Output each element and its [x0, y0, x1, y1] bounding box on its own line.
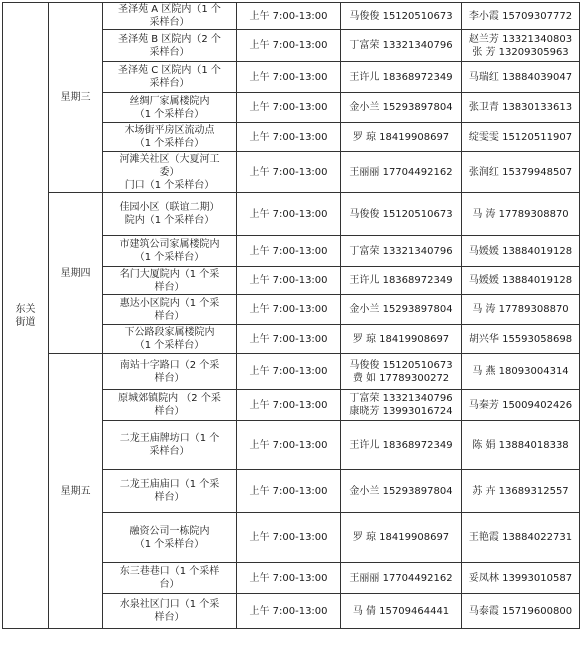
time-cell: 上午 7:00-13:00	[237, 470, 341, 513]
community-contact-line: 马 涛 17789308870	[472, 208, 569, 220]
staff-contact-cell	[341, 594, 462, 629]
community-contact-line: 王艳霞 13884022731	[468, 532, 573, 543]
staff-contact-line: 金小兰 15293897804	[349, 304, 453, 315]
time-cell: 上午 7:00-13:00	[237, 354, 341, 390]
sampling-location-line: 采样台）	[149, 78, 190, 89]
sampling-location-line: （1 个采样台）	[134, 538, 205, 550]
sampling-location-cell	[103, 123, 237, 152]
staff-contact-line: 王许儿 18368972349	[349, 275, 453, 286]
time-cell: 上午 7:00-13:00	[237, 563, 341, 594]
staff-contact-line: 马俊俊 15120510673	[349, 208, 453, 220]
community-contact-cell	[462, 563, 580, 594]
sampling-location-cell	[103, 421, 237, 470]
community-contact-cell	[462, 390, 580, 421]
time-cell: 上午 7:00-13:00	[237, 267, 341, 295]
time-cell: 上午 7:00-13:00	[237, 236, 341, 267]
sampling-location-cell	[103, 267, 237, 295]
sampling-location-line: 台）	[159, 579, 180, 590]
staff-contact-line: 金小兰 15293897804	[349, 102, 453, 113]
community-contact-line: 绽雯雯 15120511907	[468, 131, 573, 143]
community-contact-line: 马 燕 18093004314	[472, 366, 569, 377]
sampling-location-line: 水泉社区门口（1 个采	[119, 599, 220, 610]
community-contact-cell	[462, 62, 580, 93]
staff-contact-line: 王丽丽 17704492162	[349, 572, 453, 584]
community-contact-cell	[462, 267, 580, 295]
community-contact-cell	[462, 3, 580, 30]
sampling-location-line: （1 个采样台）	[134, 252, 205, 263]
sampling-location-cell	[103, 470, 237, 513]
time-cell: 上午 7:00-13:00	[237, 594, 341, 629]
time-cell: 上午 7:00-13:00	[237, 3, 341, 30]
sampling-location-cell	[103, 513, 237, 563]
staff-contact-cell	[341, 267, 462, 295]
community-contact-line: 赵兰芳 13321340803	[468, 33, 573, 45]
community-contact-cell	[462, 354, 580, 390]
staff-contact-cell	[341, 354, 462, 390]
weekday-cell: 星期四	[49, 193, 103, 354]
sampling-location-line: 南站十字路口（2 个采	[119, 359, 220, 371]
sampling-location-line: 样台）	[154, 372, 185, 384]
staff-contact-line: 丁富荣 13321340796	[349, 40, 453, 51]
sampling-location-cell	[103, 295, 237, 325]
street-name-cell	[3, 3, 49, 629]
staff-contact-cell	[341, 30, 462, 62]
community-contact-line: 李小霞 15709307772	[468, 10, 573, 22]
community-contact-cell	[462, 594, 580, 629]
staff-contact-line: 罗 琼 18419908697	[352, 333, 450, 345]
staff-contact-line: 马俊俊 15120510673	[349, 10, 453, 22]
sampling-location-line: 样台）	[154, 310, 185, 322]
staff-contact-line: 费 如 17789300272	[352, 372, 450, 384]
staff-contact-cell	[341, 62, 462, 93]
sampling-location-line: 二龙王庙牌坊口（1 个	[119, 433, 220, 444]
community-contact-line: 马秦芳 15009402426	[468, 399, 573, 411]
sampling-location-line: （1 个采样台）	[134, 340, 205, 351]
staff-contact-line: 金小兰 15293897804	[349, 485, 453, 497]
sampling-location-line: 市建筑公司家属楼院内	[119, 239, 220, 250]
time-cell: 上午 7:00-13:00	[237, 295, 341, 325]
sampling-location-line: 样台）	[154, 492, 185, 503]
time-cell: 上午 7:00-13:00	[237, 93, 341, 123]
community-contact-cell	[462, 470, 580, 513]
sampling-location-line: 院内（1 个采样台）	[124, 215, 215, 226]
sampling-location-cell	[103, 390, 237, 421]
community-contact-line: 妥凤林 13993010587	[468, 572, 573, 584]
community-contact-line: 陈 娟 13884018338	[472, 439, 569, 451]
staff-contact-line: 王许儿 18368972349	[349, 439, 453, 451]
sampling-location-line: 惠达小区院内（1 个采	[119, 297, 220, 309]
time-cell: 上午 7:00-13:00	[237, 152, 341, 193]
sampling-location-cell	[103, 563, 237, 594]
community-contact-line: 马媛媛 13884019128	[468, 245, 573, 257]
community-contact-line: 张润红 15379948507	[468, 166, 573, 178]
community-contact-cell	[462, 325, 580, 354]
staff-contact-line: 罗 琼 18419908697	[352, 532, 450, 543]
schedule-table	[2, 2, 580, 629]
sampling-location-line: 东三巷巷口（1 个采样	[119, 566, 220, 577]
sampling-location-line: 河滩关社区（大夏河工	[119, 153, 220, 165]
staff-contact-line: 康晓芳 13993016724	[349, 406, 453, 417]
time-cell: 上午 7:00-13:00	[237, 62, 341, 93]
staff-contact-cell	[341, 513, 462, 563]
community-contact-cell	[462, 295, 580, 325]
staff-contact-line: 马俊俊 15120510673	[349, 359, 453, 371]
sampling-location-line: 委）	[159, 166, 180, 178]
sampling-location-line: 圣泽苑 A 区院内（1 个	[118, 4, 221, 15]
community-contact-cell	[462, 93, 580, 123]
staff-contact-cell	[341, 93, 462, 123]
sampling-location-line: 二龙王庙庙口（1 个采	[119, 479, 220, 490]
staff-contact-cell	[341, 325, 462, 354]
staff-contact-cell	[341, 123, 462, 152]
sampling-location-line: 原城郊镇院内 （2 个采	[118, 393, 221, 404]
sampling-location-cell	[103, 325, 237, 354]
sampling-location-line: 采样台）	[149, 446, 190, 457]
staff-contact-cell	[341, 421, 462, 470]
street-name-line: 东关	[15, 303, 36, 315]
staff-contact-cell	[341, 390, 462, 421]
sampling-location-cell	[103, 152, 237, 193]
sampling-location-cell	[103, 594, 237, 629]
staff-contact-cell	[341, 236, 462, 267]
community-contact-line: 苏 卉 13689312557	[472, 485, 569, 497]
table-row	[3, 193, 580, 236]
time-cell: 上午 7:00-13:00	[237, 30, 341, 62]
community-contact-cell	[462, 421, 580, 470]
sampling-location-line: 样台）	[154, 406, 185, 417]
sampling-location-cell	[103, 193, 237, 236]
staff-contact-cell	[341, 193, 462, 236]
sampling-location-cell	[103, 62, 237, 93]
sampling-location-line: 融资公司一栋院内	[129, 525, 210, 537]
sampling-location-cell	[103, 93, 237, 123]
community-contact-cell	[462, 513, 580, 563]
community-contact-cell	[462, 193, 580, 236]
weekday-cell: 星期五	[49, 354, 103, 629]
time-cell: 上午 7:00-13:00	[237, 390, 341, 421]
sampling-location-cell	[103, 3, 237, 30]
sampling-location-cell	[103, 30, 237, 62]
time-cell: 上午 7:00-13:00	[237, 325, 341, 354]
staff-contact-line: 丁富荣 13321340796	[349, 393, 453, 404]
community-contact-cell	[462, 30, 580, 62]
staff-contact-cell	[341, 470, 462, 513]
time-cell: 上午 7:00-13:00	[237, 513, 341, 563]
time-cell: 上午 7:00-13:00	[237, 193, 341, 236]
staff-contact-line: 丁富荣 13321340796	[349, 245, 453, 257]
sampling-location-line: 门口（1 个采样台）	[124, 179, 215, 191]
community-contact-line: 马 涛 17789308870	[472, 304, 569, 315]
sampling-location-line: （1 个采样台）	[134, 138, 205, 149]
sampling-location-line: 采样台）	[149, 46, 190, 58]
sampling-location-line: 样台）	[154, 281, 185, 293]
community-contact-line: 张卫青 13830133613	[468, 102, 573, 113]
sampling-location-line: 圣泽苑 C 区院内（1 个	[118, 65, 221, 76]
community-contact-cell	[462, 123, 580, 152]
staff-contact-line: 马 倩 15709464441	[352, 605, 450, 617]
sampling-location-line: 圣泽苑 B 区院内（2 个	[118, 33, 221, 45]
sampling-location-line: 采样台）	[149, 17, 190, 28]
community-contact-line: 张 芳 13209305963	[472, 46, 569, 58]
sampling-location-line: 下公路段家属楼院内	[124, 327, 215, 338]
table-row	[3, 354, 580, 390]
weekday-cell: 星期三	[49, 3, 103, 193]
community-contact-line: 马泰霞 15719600800	[468, 605, 573, 617]
sampling-location-line: 样台）	[154, 612, 185, 623]
staff-contact-cell	[341, 295, 462, 325]
time-cell: 上午 7:00-13:00	[237, 123, 341, 152]
staff-contact-cell	[341, 152, 462, 193]
community-contact-cell	[462, 236, 580, 267]
community-contact-line: 胡兴华 15593058698	[468, 333, 573, 345]
sampling-location-cell	[103, 236, 237, 267]
sampling-location-cell	[103, 354, 237, 390]
sampling-location-line: 佳园小区（联谊二期）	[119, 202, 220, 213]
time-cell: 上午 7:00-13:00	[237, 421, 341, 470]
staff-contact-line: 王许儿 18368972349	[349, 71, 453, 83]
community-contact-line: 马瑞红 13884039047	[468, 71, 573, 83]
staff-contact-cell	[341, 563, 462, 594]
sampling-location-line: 名门大厦院内（1 个采	[119, 268, 220, 280]
staff-contact-line: 王丽丽 17704492162	[349, 166, 453, 178]
staff-contact-line: 罗 琼 18419908697	[352, 131, 450, 143]
staff-contact-cell	[341, 3, 462, 30]
street-name-line: 街道	[15, 316, 36, 328]
sampling-location-line: 木场街平房区流动点	[124, 125, 215, 136]
sampling-location-line: 丝绸厂家属楼院内	[129, 95, 210, 107]
community-contact-cell	[462, 152, 580, 193]
sampling-location-line: （1 个采样台）	[134, 108, 205, 120]
community-contact-line: 马媛媛 13884019128	[468, 275, 573, 286]
table-row	[3, 3, 580, 30]
